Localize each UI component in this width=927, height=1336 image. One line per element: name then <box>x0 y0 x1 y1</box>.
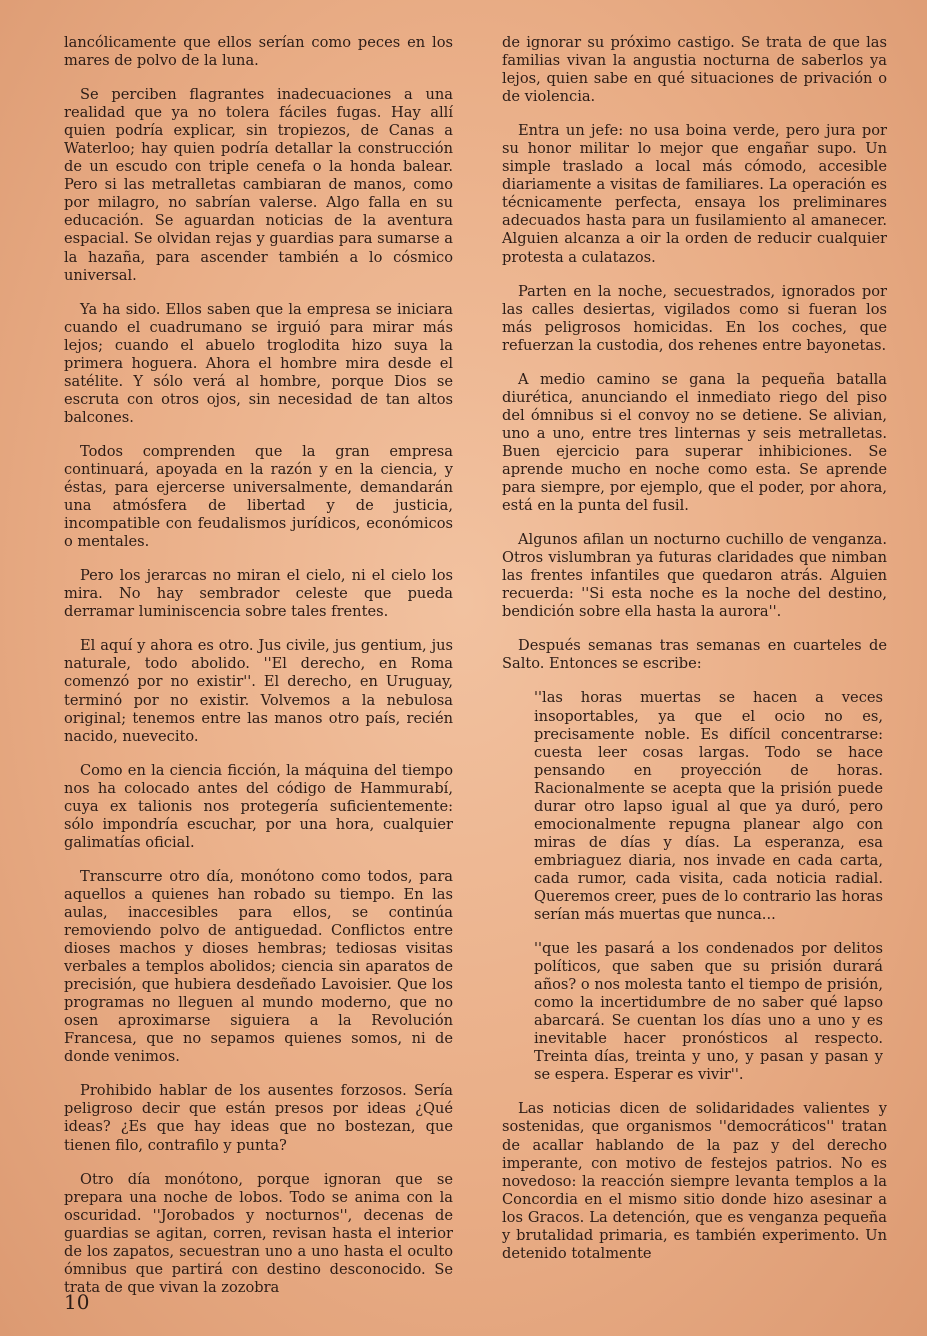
block-quote: ''que les pasará a los condenados por delitos políticos, que saben que su prisión durará años? o nos molesta tanto el tiempo de prisión, como la incertidumbre de no saber qué lapso abarcará. Se cuentan los días uno a uno y es inevitable hacer pronósticos al respecto. Treinta días, treinta y uno, y pasan y pasan y se espera. Esperar es vivir''. <box>534 940 883 1084</box>
paragraph: lancólicamente que ellos serían como peces en los mares de polvo de la luna. <box>64 34 453 70</box>
paragraph: Entra un jefe: no usa boina verde, pero jura por su honor militar lo mejor que engañar supo. Un simple traslado a local más cómodo, accesible diariamente a visitas de familiares. La operación es técnicamente perfecta, ensaya los preliminares adecuados hasta para un fusilamiento al amanecer. Alguien alcanza a oir la orden de reducir cualquier protesta a culatazos. <box>502 122 887 266</box>
paragraph: de ignorar su próximo castigo. Se trata de que las familias vivan la angustia nocturna de saberlos ya lejos, quien sabe en qué situaciones de privación o de violencia. <box>502 34 887 106</box>
paragraph: El aquí y ahora es otro. Jus civile, jus gentium, jus naturale, todo abolido. ''El derecho, en Roma comenzó por no existir''. El derecho, en Uruguay, terminó por no existir. Volvemos a la nebulosa original; tenemos entre las manos otro país, recién nacido, nuevecito. <box>64 637 453 745</box>
paragraph: Pero los jerarcas no miran el cielo, ni el cielo los mira. No hay sembrador celeste que pueda derramar luminiscencia sobre tales frentes. <box>64 567 453 621</box>
paragraph: A medio camino se gana la pequeña batalla diurética, anunciando el inmediato riego del piso del ómnibus si el convoy no se detiene. Se alivian, uno a uno, entre tres linternas y seis metralletas. Buen ejercicio para superar inhibiciones. Se aprende mucho en noche como esta. Se aprende para siempre, por ejemplo, que el poder, por ahora, está en la punta del fusil. <box>502 370 887 515</box>
paragraph: Transcurre otro día, monótono como todos, para aquellos a quienes han robado su tiempo. En las aulas, inaccesibles para ellos, se continúa removiendo polvo de antiguedad. Conflictos entre dioses machos y dioses hembras; tediosas visitas verbales a templos abolidos; ciencia sin aparatos de precisión, que hubiera desdeñado Lavoisier. Que los programas no lleguen al mundo moderno, que no osen aproximarse siguiera a la Revolución Francesa, que no sepamos quienes somos, ni de donde venimos. <box>64 867 453 1066</box>
block-quote: ''las horas muertas se hacen a veces insoportables, ya que el ocio no es, precisamente noble. Es difícil concentrarse: cuesta leer cosas largas. Todo se hace pensando en proyección de horas. Racionalmente se acepta que la prisión puede durar otro lapso igual al que ya duró, pero emocionalmente repugna planear algo con miras de días y días. La esperanza, esa embriaguez diaria, nos invade en cada carta, cada rumor, cada visita, cada noticia radial. Queremos creer, pues de lo contrario las horas serían más muertas que nunca... <box>534 689 883 924</box>
paragraph: Se perciben flagrantes inadecuaciones a una realidad que ya no tolera fáciles fugas. Hay allí quien podría explicar, sin tropiezos, de Canas a Waterloo; hay quien podría detallar la construcción de un escudo con triple cenefa o la honda balear. Pero si las metralletas cambiaran de manos, como por milagro, no sabrían valerse. Algo falla en su educación. Se aguardan noticias de la aventura espacial. Se olvidan rejas y guardias para sumarse a la hazaña, para ascender también a lo cósmico universal. <box>64 86 453 284</box>
paragraph: Parten en la noche, secuestrados, ignorados por las calles desiertas, vigilados como si fueran los más peligrosos homicidas. En los coches, que refuerzan la custodia, dos rehenes entre bayonetas. <box>502 282 887 354</box>
paragraph: Después semanas tras semanas en cuarteles de Salto. Entonces se escribe: <box>502 637 887 673</box>
paragraph: Ya ha sido. Ellos saben que la empresa se iniciara cuando el cuadrumano se irguió para mirar más lejos; cuando el abuelo troglodita hizo suya la primera hoguera. Ahora el hombre mira desde el satélite. Y sólo verá al hombre, porque Dios se escruta con otros ojos, sin necesidad de tan altos balcones. <box>64 300 453 426</box>
paragraph: Otro día monótono, porque ignoran que se prepara una noche de lobos. Todo se anima con la oscuridad. ''Jorobados y nocturnos'', decenas de guardias se agitan, corren, revisan hasta el interior de los zapatos, secuestran uno a uno hasta el oculto ómnibus que partirá con destino desconocido. Se trata de que vivan la zozobra <box>64 1170 453 1296</box>
paragraph: Todos comprenden que la gran empresa continuará, apoyada en la razón y en la ciencia, y éstas, para ejercerse universalmente, demandarán una atmósfera de libertad y de justicia, incompatible con feudalismos jurídicos, económicos o mentales. <box>64 442 453 551</box>
left-column <box>64 34 453 1313</box>
paragraph: Como en la ciencia ficción, la máquina del tiempo nos ha colocado antes del código de Hammurabí, cuya ex talionis nos protegería suficientemente: sólo impondría escuchar, por una hora, cualquier galimatías oficial. <box>64 761 453 851</box>
right-column <box>502 34 887 1279</box>
paragraph: Algunos afilan un nocturno cuchillo de venganza. Otros vislumbran ya futuras claridades que nimban las frentes infantiles que quedaron atrás. Alguien recuerda: ''Si esta noche es la noche del destino, bendición sobre ella hasta la aurora''. <box>502 531 887 621</box>
paragraph: Las noticias dicen de solidaridades valientes y sostenidas, que organismos ''democráticos'' tratan de acallar hablando de la paz y del derecho imperante, con motivo de festejos patrios. No es novedoso: la reacción siempre levanta templos a la Concordia en el mismo sitio donde hizo asesinar a los Gracos. La detención, que es venganza pequeña y brutalidad primaria, es también experimento. Un detenido totalmente <box>502 1100 887 1262</box>
page-number: 10 <box>64 1290 90 1314</box>
paragraph: Prohibido hablar de los ausentes forzosos. Sería peligroso decir que están presos por ideas ¿Qué ideas? ¿Es que hay ideas que no bostezan, que tienen filo, contrafilo y punta? <box>64 1082 453 1154</box>
